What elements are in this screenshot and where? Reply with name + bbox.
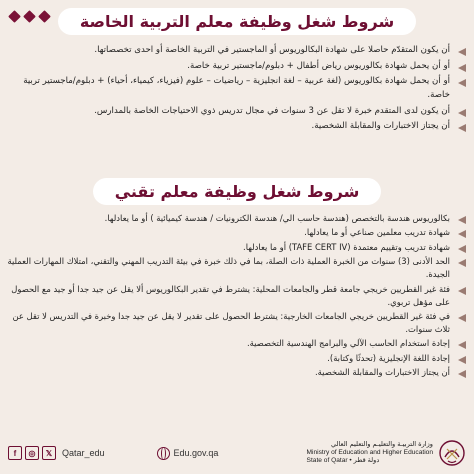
- bullet-arrow-icon: [458, 341, 466, 349]
- facebook-icon[interactable]: f: [8, 446, 22, 460]
- bullet-arrow-icon: [458, 48, 466, 56]
- bullet-arrow-icon: [458, 259, 466, 267]
- bullet-arrow-icon: [458, 230, 466, 238]
- website-link[interactable]: [157, 447, 219, 460]
- section1-title: شروط شغل وظيفة معلم التربية الخاصة: [58, 8, 416, 35]
- social-handle[interactable]: Qatar_edu: [62, 448, 105, 458]
- list-item: أن يكون المتقدّم حاصلا على شهادة البكالوريوس أو الماجستير في التربية الخاصة أو احدى تخصصاتها.: [6, 44, 468, 58]
- list-item: فئة غير القطريين خريجي جامعة قطر والجامعات المحلية: يشترط في تقدير البكالوريوس ألا يقل عن جيد جدا أو جيد مع الحصول على مؤهل تربوي.: [6, 283, 468, 309]
- bullet-arrow-icon: [458, 356, 466, 364]
- list-item: أن يكون لدى المتقدم خبرة لا تقل عن 3 سنوات في مجال تدريس ذوي الاحتياجات الخاصة بالمدارس.: [6, 105, 468, 119]
- list-item: شهادة تدريب وتقييم معتمدة (TAFE CERT IV) أو ما يعادلها.: [6, 241, 468, 254]
- list-item: الحد الأدنى (3) سنوات من الخبرة العملية ذات الصلة، بما في ذلك خبرة في بيئة التدريب المهني والتقني، امتلاك المهارات العملية الجيدة.: [6, 255, 468, 281]
- state-line: State of Qatar • دولة قطر: [306, 457, 380, 465]
- section1-list: [6, 44, 468, 136]
- list-item: أن يجتاز الاختبارات والمقابلة الشخصية.: [6, 120, 468, 134]
- list-item: أو أن يحمل شهادة بكالوريوس رياض أطفال + دبلوم/ماجستير تربية خاصة.: [6, 60, 468, 74]
- section1-title-container: [79, 8, 395, 35]
- diamond-icon: [8, 10, 21, 23]
- bullet-arrow-icon: [458, 287, 466, 295]
- bullet-arrow-icon: [458, 314, 466, 322]
- qatar-emblem-icon: [438, 437, 466, 469]
- globe-icon: [157, 447, 170, 460]
- bullet-arrow-icon: [458, 216, 466, 224]
- list-item: أو أن يحمل شهادة بكالوريوس (لغة عربية – لغة انجليزية – رياضيات – علوم (فيزياء، كيمياء، أحياء) + دبلوم/ماجستير تربية خاصة.: [6, 75, 468, 102]
- social-links: [8, 446, 56, 460]
- bullet-arrow-icon: [458, 124, 466, 132]
- ministry-name-ar: وزارة التربيـة والتعليـم والتعليم العالي: [331, 440, 433, 449]
- decorative-diamonds: [10, 12, 49, 21]
- ministry-name-en: Ministry of Education and Higher Education: [306, 448, 433, 456]
- section2-title-container: [96, 178, 378, 205]
- section2-list: [6, 212, 468, 381]
- list-item: إجادة استخدام الحاسب الآلي والبرامج الهندسية التخصصية.: [6, 337, 468, 350]
- ministry-name: [307, 440, 433, 465]
- footer: [0, 432, 474, 474]
- list-item: في فئة غير القطريين خريجي الجامعات الخارجية: يشترط الحصول على تقدير لا يقل عن جيد جدا وخبرة في التدريس لا تقل عن ثلاث سنوات.: [6, 310, 468, 336]
- website-text[interactable]: Edu.gov.qa: [173, 448, 219, 458]
- diamond-icon: [38, 10, 51, 23]
- section2-title: شروط شغل وظيفة معلم تقني: [93, 178, 382, 205]
- list-item: إجادة اللغة الإنجليزية (تحدثًا وكتابة).: [6, 352, 468, 365]
- twitter-icon[interactable]: 𝕏: [42, 446, 56, 460]
- ministry-logo: [307, 437, 466, 469]
- bullet-arrow-icon: [458, 245, 466, 253]
- bullet-arrow-icon: [458, 109, 466, 117]
- bullet-arrow-icon: [458, 79, 466, 87]
- list-item: بكالوريوس هندسة بالتخصص (هندسة حاسب الي/ هندسة الكترونيات / هندسة كيميائية ) أو ما يعادلها.: [6, 212, 468, 225]
- bullet-arrow-icon: [458, 370, 466, 378]
- diamond-icon: [23, 10, 36, 23]
- instagram-icon[interactable]: ◎: [25, 446, 39, 460]
- bullet-arrow-icon: [458, 64, 466, 72]
- list-item: أن يجتاز الاختبارات والمقابلة الشخصية.: [6, 366, 468, 379]
- list-item: شهادة تدريب معلمين صناعي أو ما يعادلها.: [6, 226, 468, 239]
